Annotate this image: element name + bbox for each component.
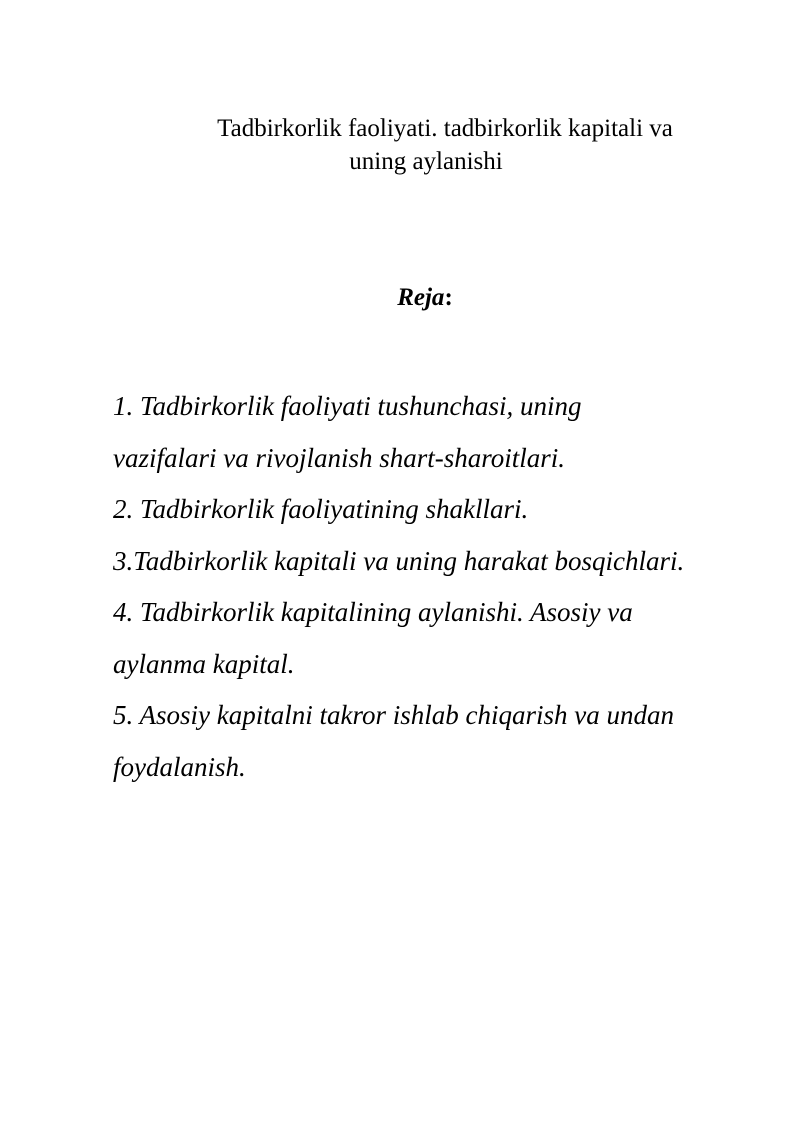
plan-line: aylanma kapital. [113, 648, 295, 679]
plan-line: vazifalari va rivojlanish shart-sharoitlari. [113, 442, 566, 473]
plan-line: 5. Asosiy kapitalni takror ishlab chiqarish va undan [113, 700, 674, 730]
plan-heading-text: Reja [397, 284, 445, 311]
document-title [100, 112, 740, 178]
plan-line: 2. Tadbirkorlik faoliyatining shakllari. [113, 494, 529, 524]
title-line-2: uning aylanishi [349, 148, 503, 175]
plan-list [113, 381, 783, 793]
plan-heading-colon: : [444, 284, 453, 311]
plan-line: foydalanish. [113, 751, 246, 782]
plan-line: 3.Tadbirkorlik kapitali va uning harakat bosqichlari. [113, 545, 685, 576]
plan-heading [0, 281, 800, 315]
plan-line: 4. Tadbirkorlik kapitalining aylanishi. Asosiy va [113, 597, 633, 627]
title-line-1: Tadbirkorlik faoliyati. tadbirkorlik kapitali va [217, 115, 673, 142]
plan-line: 1. Tadbirkorlik faoliyati tushunchasi, uning [113, 391, 582, 421]
